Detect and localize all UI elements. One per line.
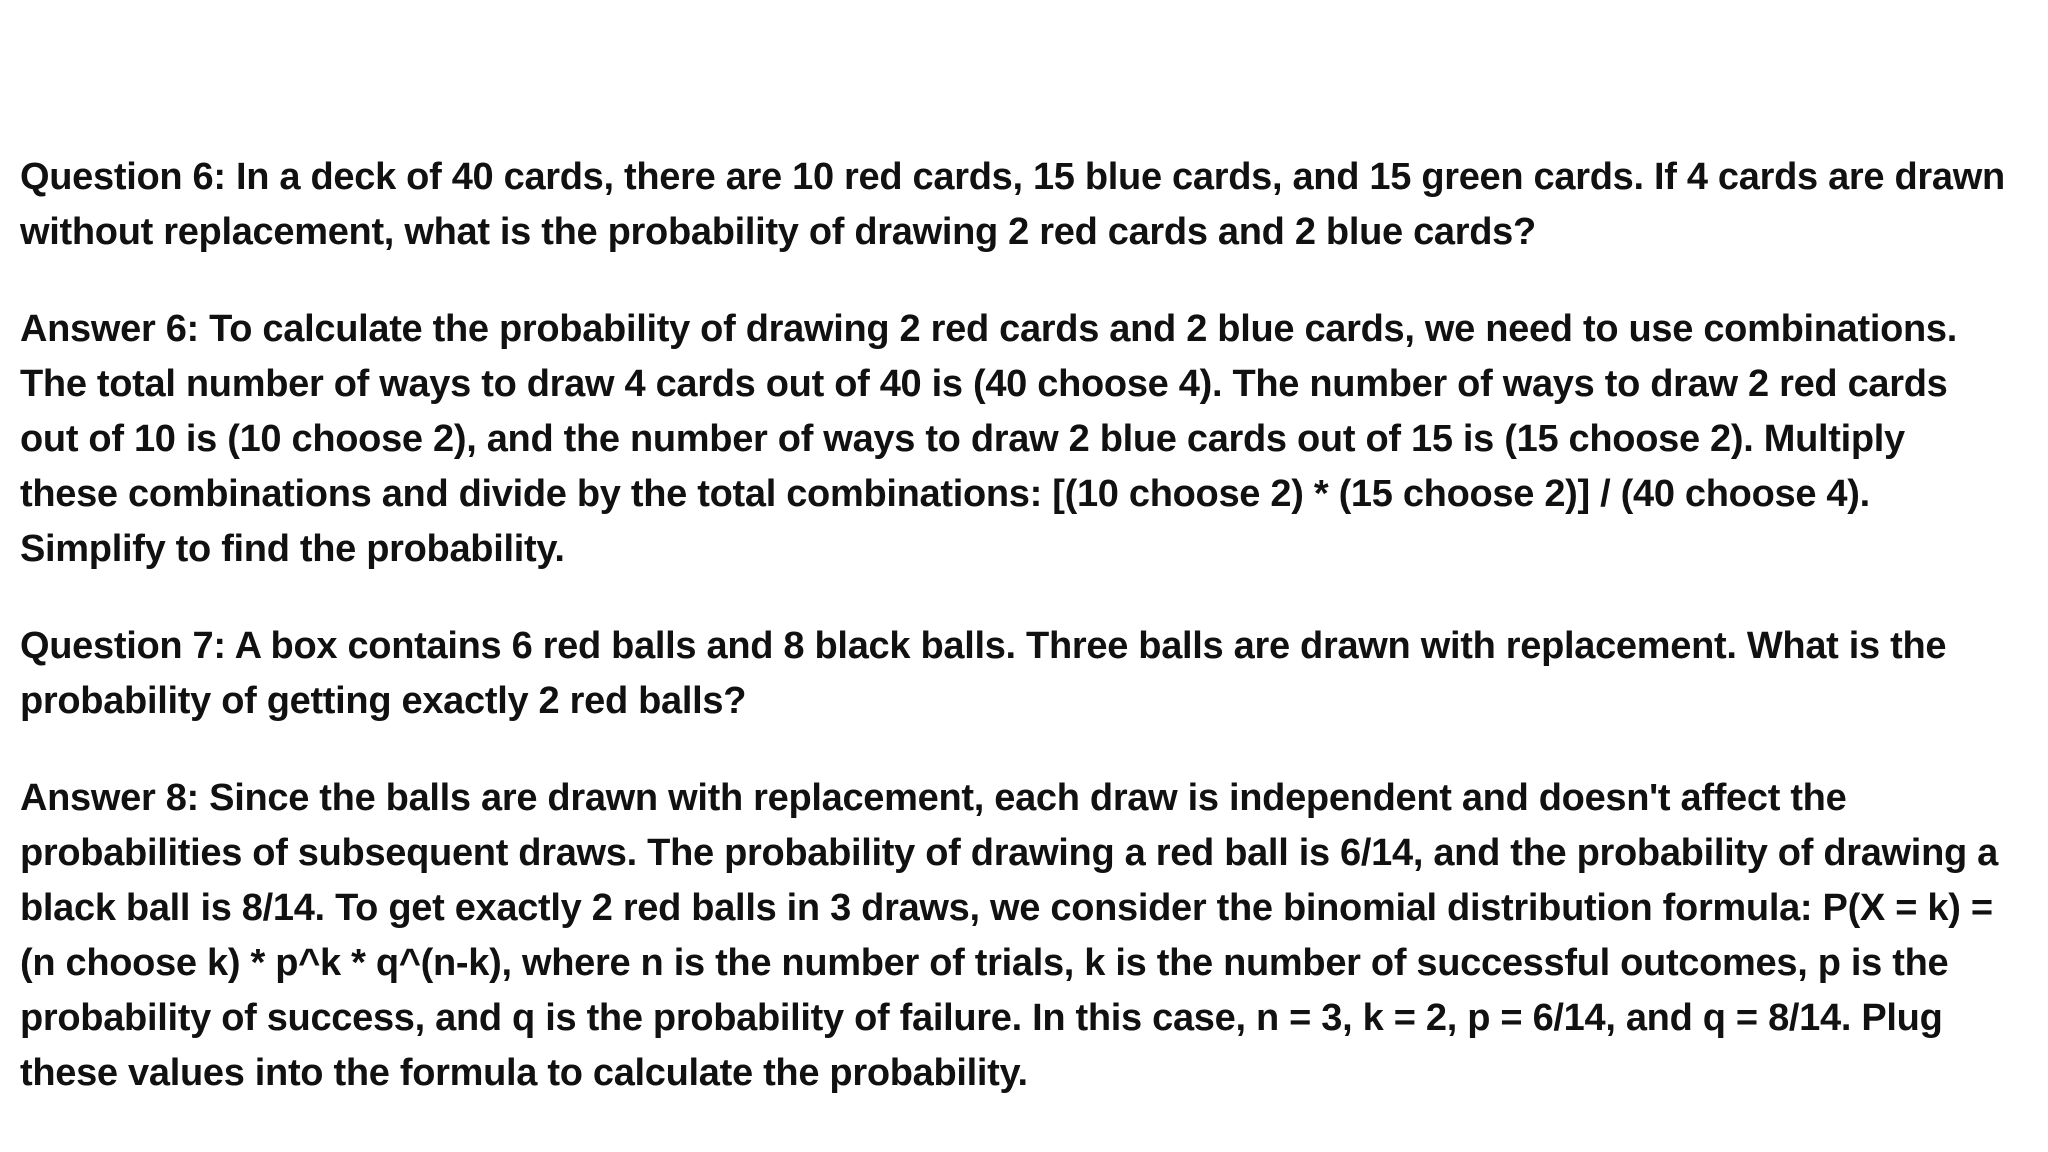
text-line: without replacement, what is the probability of drawing 2 red cards and 2 blue cards? bbox=[20, 211, 1536, 253]
question-7-paragraph bbox=[20, 619, 2038, 729]
text-line: these values into the formula to calculate the probability. bbox=[20, 1052, 1028, 1094]
answer-6-paragraph bbox=[20, 302, 2038, 577]
answer-8-paragraph bbox=[20, 771, 2038, 1101]
text-line: these combinations and divide by the total combinations: [(10 choose 2) * (15 choose 2)] / (40 choose 4). bbox=[20, 473, 1870, 515]
text-line: Question 6: In a deck of 40 cards, there are 10 red cards, 15 blue cards, and 15 green cards. If 4 cards are drawn bbox=[20, 156, 2005, 198]
document-body bbox=[20, 150, 2038, 1101]
text-line: out of 10 is (10 choose 2), and the number of ways to draw 2 blue cards out of 15 is (15 choose 2). Multiply bbox=[20, 418, 1905, 460]
text-line: (n choose k) * p^k * q^(n-k), where n is the number of trials, k is the number of successful outcomes, p is the bbox=[20, 942, 1949, 984]
text-line: probability of success, and q is the probability of failure. In this case, n = 3, k = 2, p = 6/14, and q = 8/14. Plug bbox=[20, 997, 1943, 1039]
text-line: Answer 6: To calculate the probability of drawing 2 red cards and 2 blue cards, we need to use combinations. bbox=[20, 308, 1958, 350]
text-line: black ball is 8/14. To get exactly 2 red balls in 3 draws, we consider the binomial distribution formula: P(X = k) = bbox=[20, 887, 1993, 929]
text-line: Question 7: A box contains 6 red balls and 8 black balls. Three balls are drawn with replacement. What is the bbox=[20, 625, 1947, 667]
text-line: probabilities of subsequent draws. The probability of drawing a red ball is 6/14, and the probability of drawing a bbox=[20, 832, 1998, 874]
question-6-paragraph bbox=[20, 150, 2038, 260]
text-line: probability of getting exactly 2 red balls? bbox=[20, 680, 747, 722]
text-line: Answer 8: Since the balls are drawn with replacement, each draw is independent and doesn't affect the bbox=[20, 777, 1847, 819]
text-line: Simplify to find the probability. bbox=[20, 528, 565, 570]
text-line: The total number of ways to draw 4 cards out of 40 is (40 choose 4). The number of ways to draw 2 red cards bbox=[20, 363, 1948, 405]
